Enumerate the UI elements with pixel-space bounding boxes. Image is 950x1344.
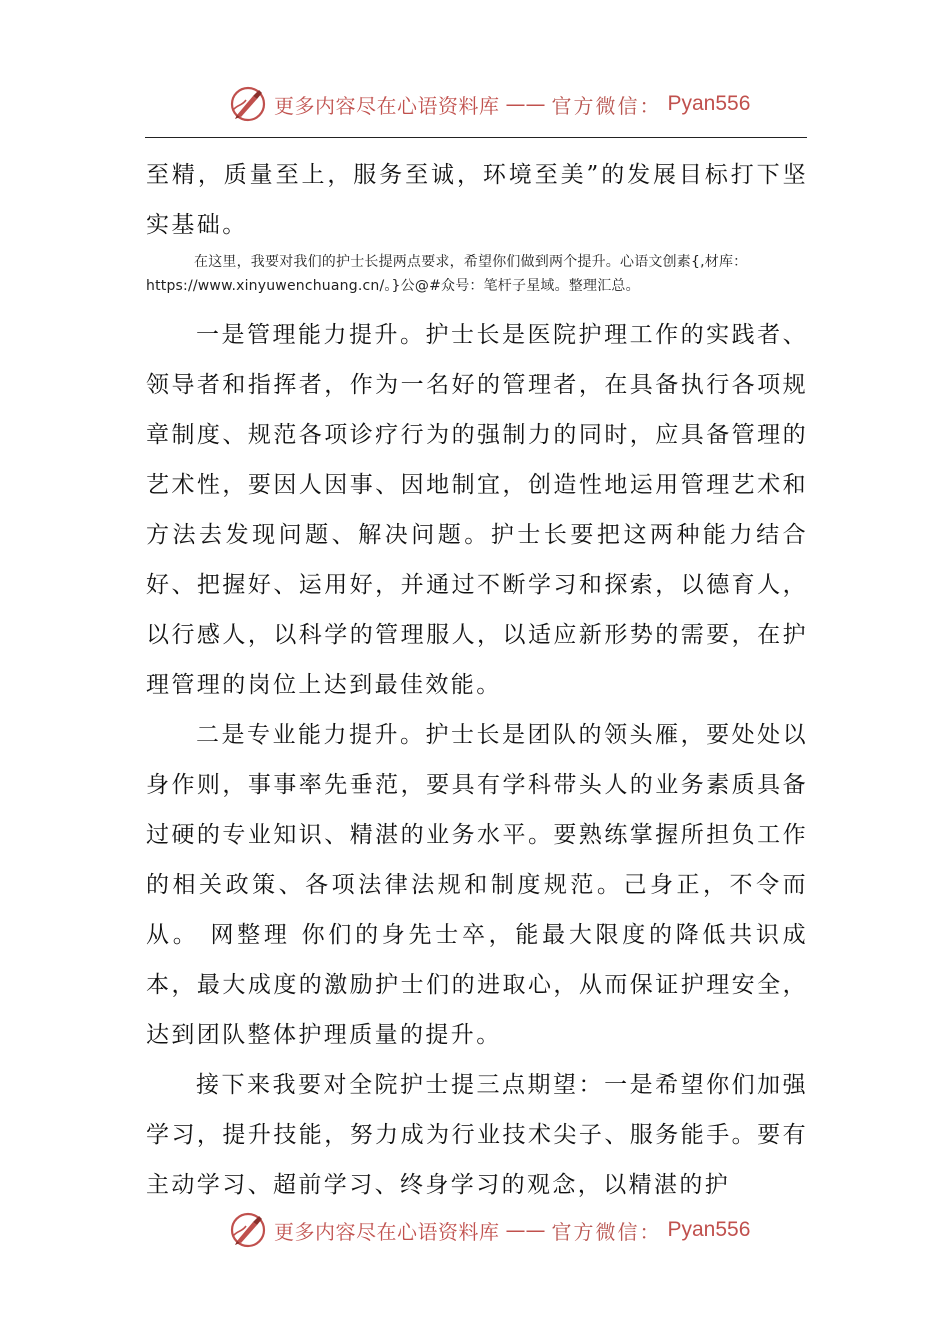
wechat-id: Pyan556 (667, 92, 751, 115)
header-divider (145, 137, 807, 138)
pen-nib-logo-icon (228, 84, 268, 124)
paragraph-expectations: 接下来我要对全院护士提三点期望：一是希望你们加强学习，提升技能，努力成为行业技术尖子、服务能手。要有主动学习、超前学习、终身学习的观念，以精湛的护 (146, 1072, 808, 1198)
paragraph-continuation: 至精，质量至上，服务至诚，环境至美”的发展目标打下坚实基础。 (146, 162, 808, 238)
wechat-id: Pyan556 (667, 1218, 751, 1241)
banner-separator: —— (505, 1218, 546, 1242)
inline-note: 在这里，我要对我们的护士长提两点要求，希望你们做到两个提升。心语文创素{,材库：https://www.xinyuwenchuang.cn/。}公@#众号：笔杆子星域。整理汇总。 (146, 254, 748, 294)
footer-banner (228, 1206, 750, 1254)
document-body (146, 150, 808, 1210)
contact-label: 官方微信： (551, 1219, 662, 1244)
paragraph-professional: 二是专业能力提升。护士长是团队的领头雁，要处处以身作则，事事率先垂范，要具有学科带头人的业务素质具备过硬的专业知识、精湛的业务水平。要熟练掌握所担负工作的相关政策、各项法律法规和制度规范。己身正，不令而从。 网整理 你们的身先士卒，能最大限度的降低共识成本，最大成度的激励护士们的进取心，从而保证护理安全，达到团队整体护理质量的提升。 (146, 722, 808, 1048)
banner-separator: —— (505, 92, 546, 116)
header-banner (228, 80, 750, 128)
brand-text: 更多内容尽在心语资料库 (274, 93, 500, 118)
contact-label: 官方微信： (551, 93, 662, 118)
paragraph-management: 一是管理能力提升。护士长是医院护理工作的实践者、领导者和指挥者，作为一名好的管理者，在具备执行各项规章制度、规范各项诊疗行为的强制力的同时，应具备管理的艺术性，要因人因事、因地制宜，创造性地运用管理艺术和方法去发现问题、解决问题。护士长要把这两种能力结合好、把握好、运用好，并通过不断学习和探索，以德育人，以行感人，以科学的管理服人，以适应新形势的需要，在护理管理的岗位上达到最佳效能。 (146, 322, 808, 698)
brand-text: 更多内容尽在心语资料库 (274, 1219, 500, 1244)
pen-nib-logo-icon (228, 1210, 268, 1250)
